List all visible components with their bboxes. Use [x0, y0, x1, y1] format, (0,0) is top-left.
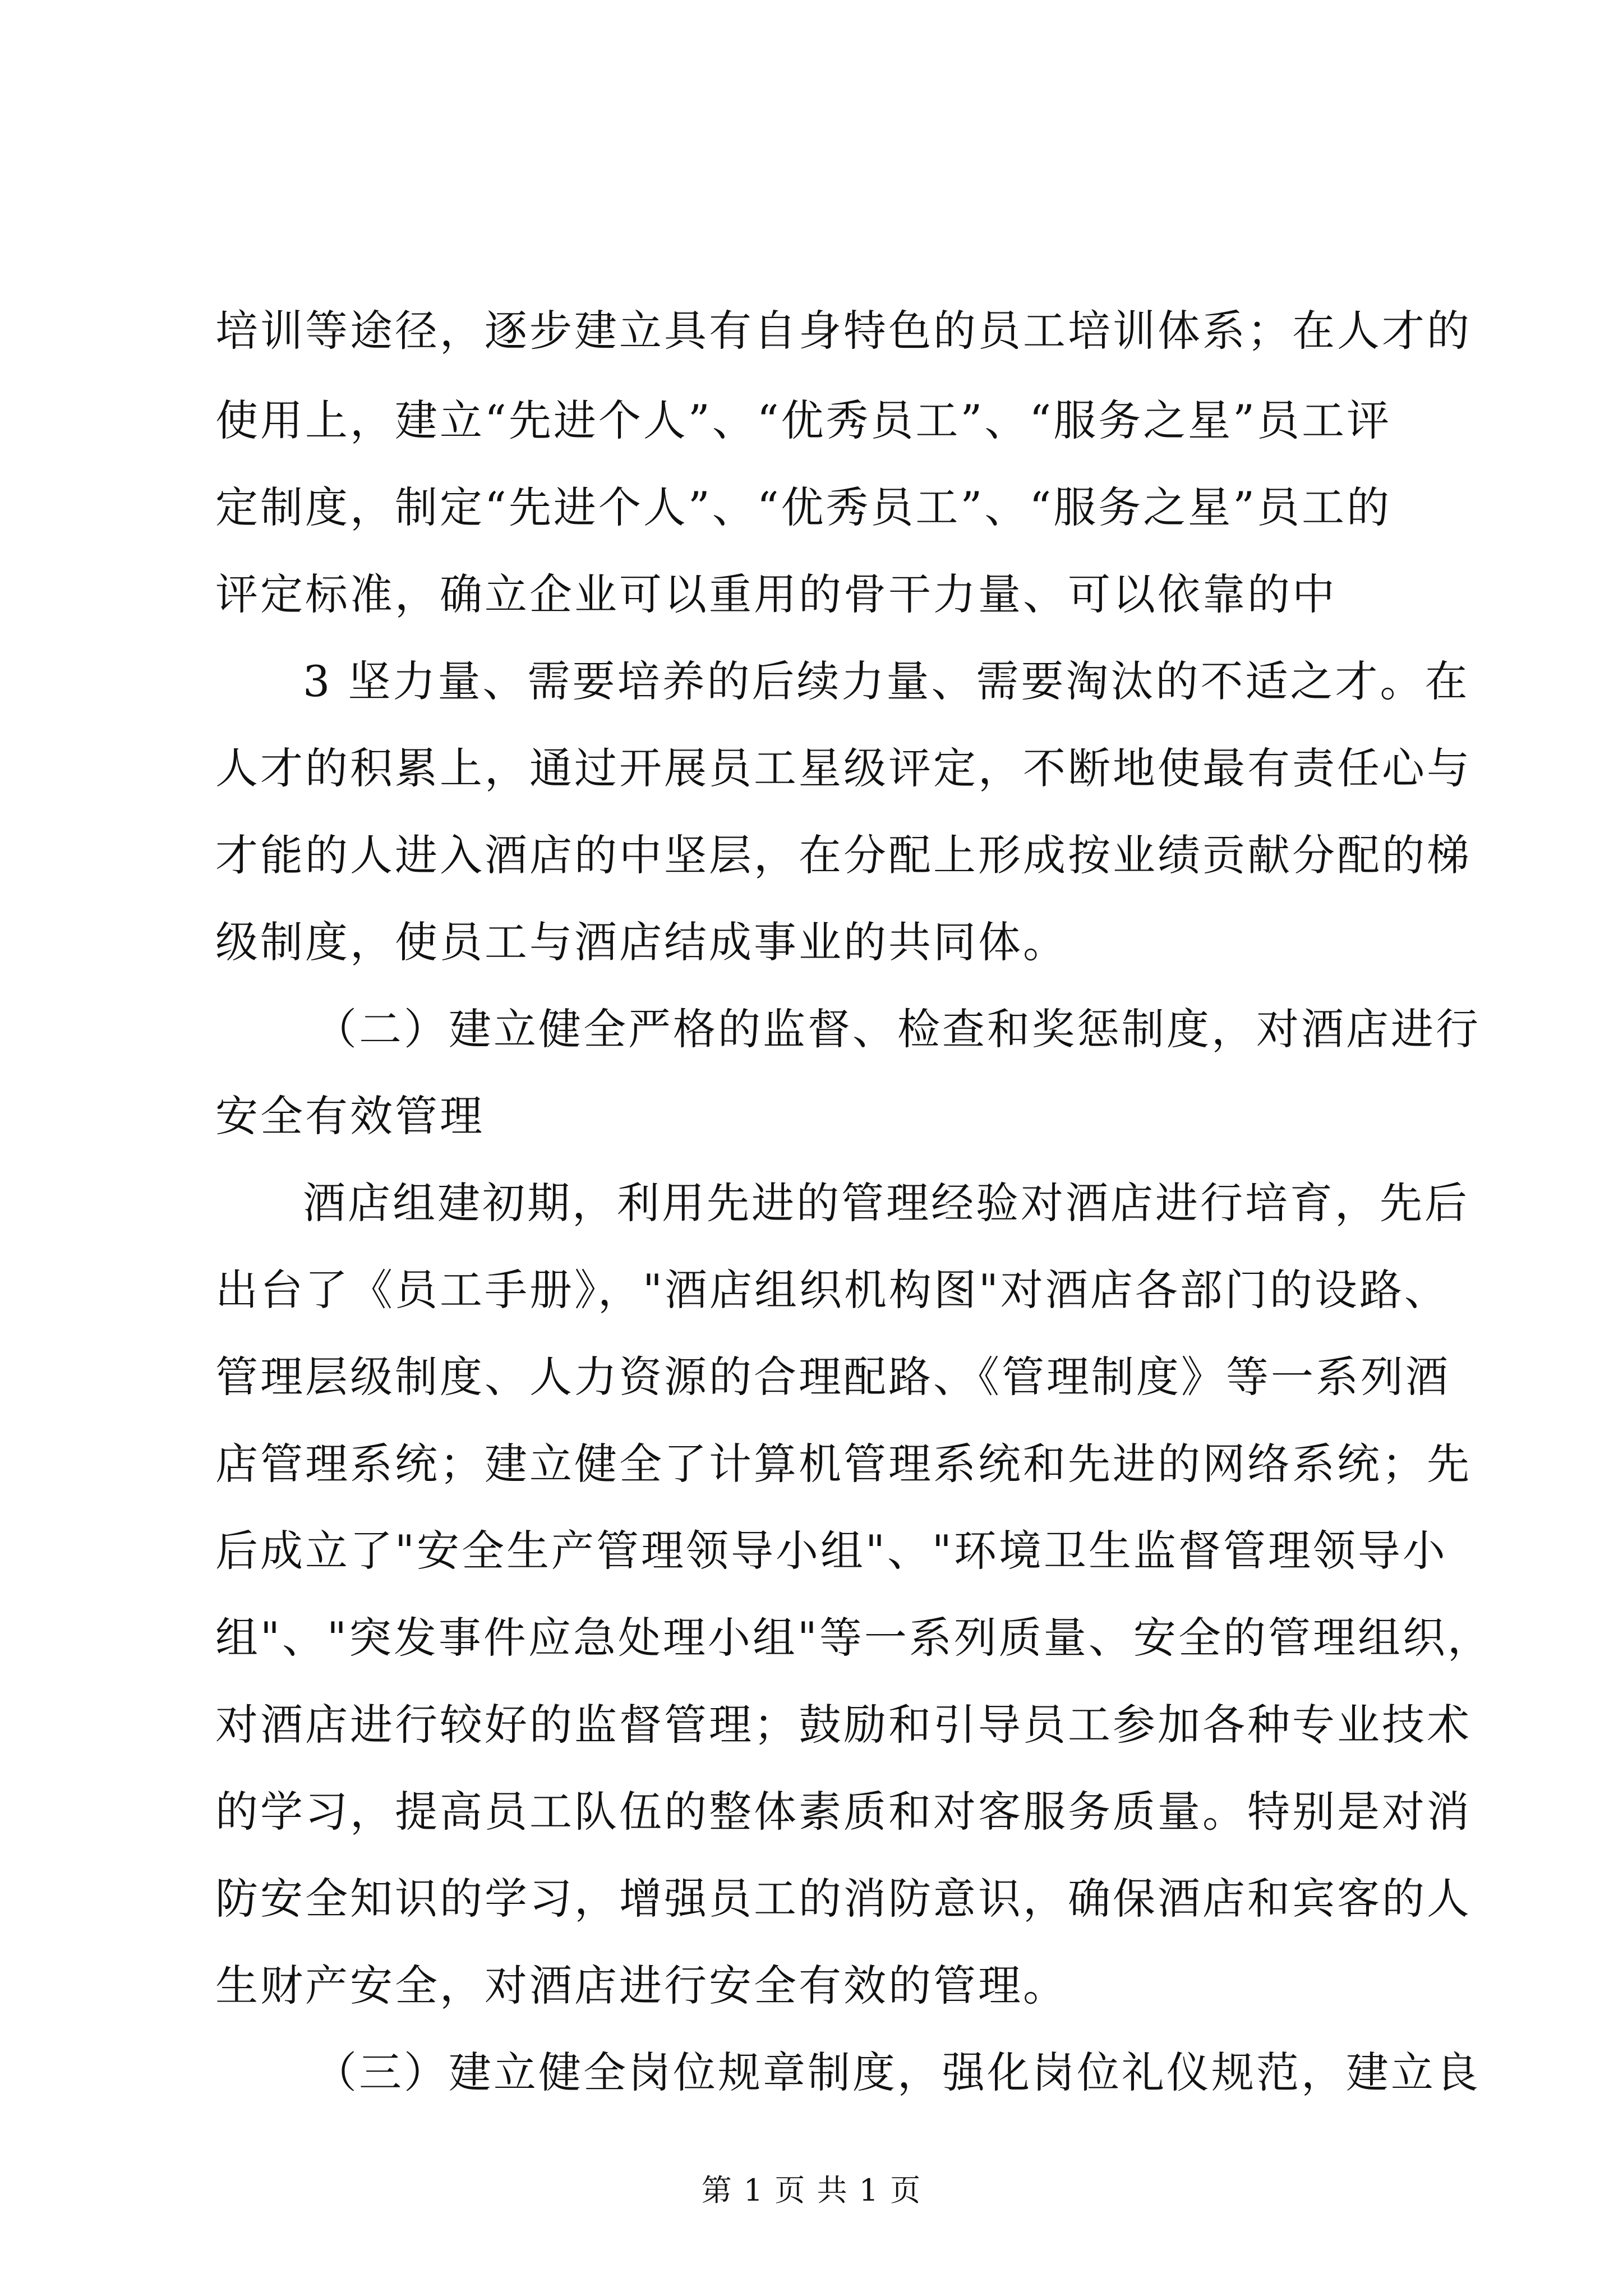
- text-line-6: 人才的积累上，通过开展员工星级评定，不断地使最有责任心与: [215, 743, 1472, 793]
- page-footer: 第 1 页 共 1 页: [701, 2173, 922, 2208]
- text-line-20: 生财产安全，对酒店进行安全有效的管理。: [215, 1961, 1068, 2010]
- text-line-5: 3 坚力量、需要培养的后续力量、需要淘汰的不适之才。在: [303, 656, 1470, 706]
- text-line-7: 才能的人进入酒店的中坚层，在分配上形成按业绩贡献分配的梯: [215, 830, 1472, 880]
- text-line-2: 使用上，建立“先进个人”、“优秀员工”、“服务之星”员工评: [215, 395, 1392, 445]
- text-line-18: 的学习，提高员工队伍的整体素质和对客服务质量。特别是对消: [215, 1787, 1472, 1837]
- text-line-15: 后成立了"安全生产管理领导小组"、"环境卫生监督管理领导小: [215, 1526, 1447, 1576]
- section-heading-3: （三）建立健全岗位规章制度，强化岗位礼仪规范，建立良: [314, 2047, 1481, 2097]
- text-line-1: 培训等途径，逐步建立具有自身特色的员工培训体系；在人才的: [215, 306, 1472, 356]
- section-heading-2-line-2: 安全有效管理: [215, 1091, 485, 1141]
- text-line-14: 店管理系统；建立健全了计算机管理系统和先进的网络系统；先: [215, 1439, 1472, 1489]
- text-line-8: 级制度，使员工与酒店结成事业的共同体。: [215, 917, 1068, 967]
- text-line-12: 出台了《员工手册》，"酒店组织机构图"对酒店各部门的设路、: [215, 1265, 1449, 1315]
- text-line-3: 定制度，制定“先进个人”、“优秀员工”、“服务之星”员工的: [215, 482, 1392, 532]
- text-line-13: 管理层级制度、人力资源的合理配路、《管理制度》等一系列酒: [215, 1352, 1450, 1402]
- text-line-19: 防安全知识的学习，增强员工的消防意识，确保酒店和宾客的人: [215, 1874, 1472, 1924]
- section-heading-2-line-1: （二）建立健全严格的监督、检查和奖惩制度，对酒店进行: [314, 1004, 1481, 1054]
- text-line-16: 组"、"突发事件应急处理小组"等一系列质量、安全的管理组织，: [215, 1613, 1492, 1663]
- text-line-11: 酒店组建初期，利用先进的管理经验对酒店进行培育，先后: [303, 1178, 1469, 1228]
- text-line-4: 评定标准，确立企业可以重用的骨干力量、可以依靠的中: [215, 569, 1337, 619]
- text-line-17: 对酒店进行较好的监督管理；鼓励和引导员工参加各种专业技术: [215, 1700, 1472, 1750]
